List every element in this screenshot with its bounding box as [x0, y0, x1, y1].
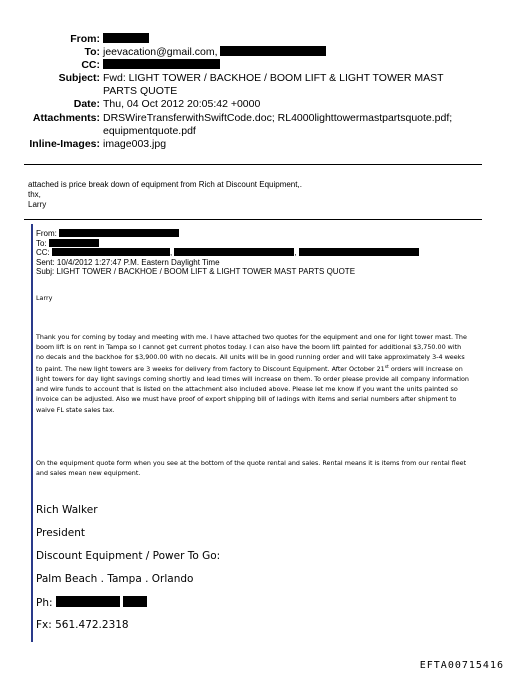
- quoted-paragraph-1: [36, 332, 482, 415]
- paragraph-line: no decals and the backhoe for $3,900.00 with no decals. All units will be in good running order and will take approximately 3-4 weeks: [36, 353, 465, 362]
- from-label: From:: [70, 33, 100, 45]
- paragraph-line: invoice can be adjusted. Also we must have proof of export shipping bill of ladings with items and serial numbers after shipment to: [36, 395, 457, 404]
- quoted-header: [36, 229, 419, 277]
- subject-label: Subject:: [58, 72, 100, 84]
- signature-phone: [36, 596, 147, 609]
- document-id: EFTA00715416: [419, 660, 504, 671]
- paragraph-fragment: to paint. The new light towers are 3 weeks for delivery from factory to Discount Equipment. After October 21: [36, 364, 385, 373]
- quoted-greeting: Larry: [36, 294, 53, 302]
- signature-fax: Fx: 561.472.2318: [36, 619, 129, 631]
- redaction-box: [123, 596, 147, 607]
- quoted-cc-row: CC: , ,: [36, 248, 419, 258]
- redaction-box: [220, 46, 326, 56]
- quoted-from-row: [36, 229, 419, 239]
- attachments-label: Attachments:: [32, 112, 100, 124]
- ordinal-suffix: st: [384, 364, 389, 370]
- to-value: jeevacation@gmail.com,: [103, 46, 218, 58]
- attachments-value: DRSWireTransferwithSwiftCode.doc; RL4000lighttowermastpartsquote.pdf; equipmentquote.pdf: [103, 112, 453, 137]
- redaction-box: [299, 248, 419, 256]
- signature-company: Discount Equipment / Power To Go:: [36, 550, 221, 562]
- date-value: Thu, 04 Oct 2012 20:05:42 +0000: [103, 98, 261, 110]
- paragraph-fragment: orders will increase on: [388, 364, 463, 373]
- quoted-to-row: [36, 239, 419, 249]
- redaction-box: [56, 596, 120, 607]
- paragraph-line: [36, 363, 482, 374]
- quoted-to-label: To:: [36, 238, 47, 248]
- quoted-paragraph-2: [36, 458, 482, 478]
- inline-images-label: Inline-Images:: [29, 138, 100, 150]
- redaction-box: [103, 59, 220, 69]
- quoted-from-label: From:: [36, 229, 57, 238]
- quoted-subject: Subj: LIGHT TOWER / BACKHOE / BOOM LIFT & LIGHT TOWER MAST PARTS QUOTE: [36, 267, 356, 276]
- signature-name: Rich Walker: [36, 504, 98, 516]
- paragraph-line: and wire funds to account that is listed on the attachment also included above. Please let me know if you want the units painted so: [36, 385, 458, 394]
- quote-bar: [31, 224, 33, 642]
- forward-note-line: thx,: [28, 190, 41, 199]
- quote-divider: [24, 219, 482, 220]
- subject-value: Fwd: LIGHT TOWER / BACKHOE / BOOM LIFT & LIGHT TOWER MAST PARTS QUOTE: [103, 72, 444, 97]
- paragraph-line: waive FL state sales tax.: [36, 405, 115, 414]
- paragraph-line: boom lift is on rent in Tampa so I cannot get current photos today. I can also have the boom lift painted for additional $3,750.00 with: [36, 343, 462, 352]
- header-divider: [24, 164, 482, 165]
- redaction-box: [49, 239, 99, 247]
- to-label: To:: [84, 46, 100, 58]
- quoted-cc-label: CC:: [36, 248, 50, 257]
- redaction-box: [52, 248, 170, 256]
- forward-note: [28, 180, 302, 210]
- date-label: Date:: [73, 98, 100, 110]
- quoted-sent: Sent: 10/4/2012 1:27:47 P.M. Eastern Daylight Time: [36, 257, 220, 267]
- redaction-box: [174, 248, 294, 256]
- forward-note-line: attached is price break down of equipment from Rich at Discount Equipment,.: [28, 180, 302, 189]
- redaction-box: [103, 33, 149, 43]
- inline-images-value: image003.jpg: [103, 138, 167, 150]
- signature-title: President: [36, 527, 85, 539]
- paragraph-line: light towers for day light savings coming shortly and lead times will increase on them. To order please provide all company information: [36, 374, 469, 383]
- phone-label: Ph:: [36, 597, 53, 609]
- paragraph-line: and sales mean new equipment.: [36, 469, 141, 478]
- paragraph-line: On the equipment quote form when you see at the bottom of the quote rental and sales. Rental means it is items from our rental fleet: [36, 459, 467, 467]
- redaction-box: [59, 229, 179, 237]
- signature-locations: Palm Beach . Tampa . Orlando: [36, 573, 194, 585]
- cc-label: CC:: [81, 59, 100, 71]
- paragraph-line: Thank you for coming by today and meeting with me. I have attached two quotes for the equipment and one for light tower mast. The: [36, 333, 467, 341]
- forward-note-line: Larry: [28, 200, 47, 209]
